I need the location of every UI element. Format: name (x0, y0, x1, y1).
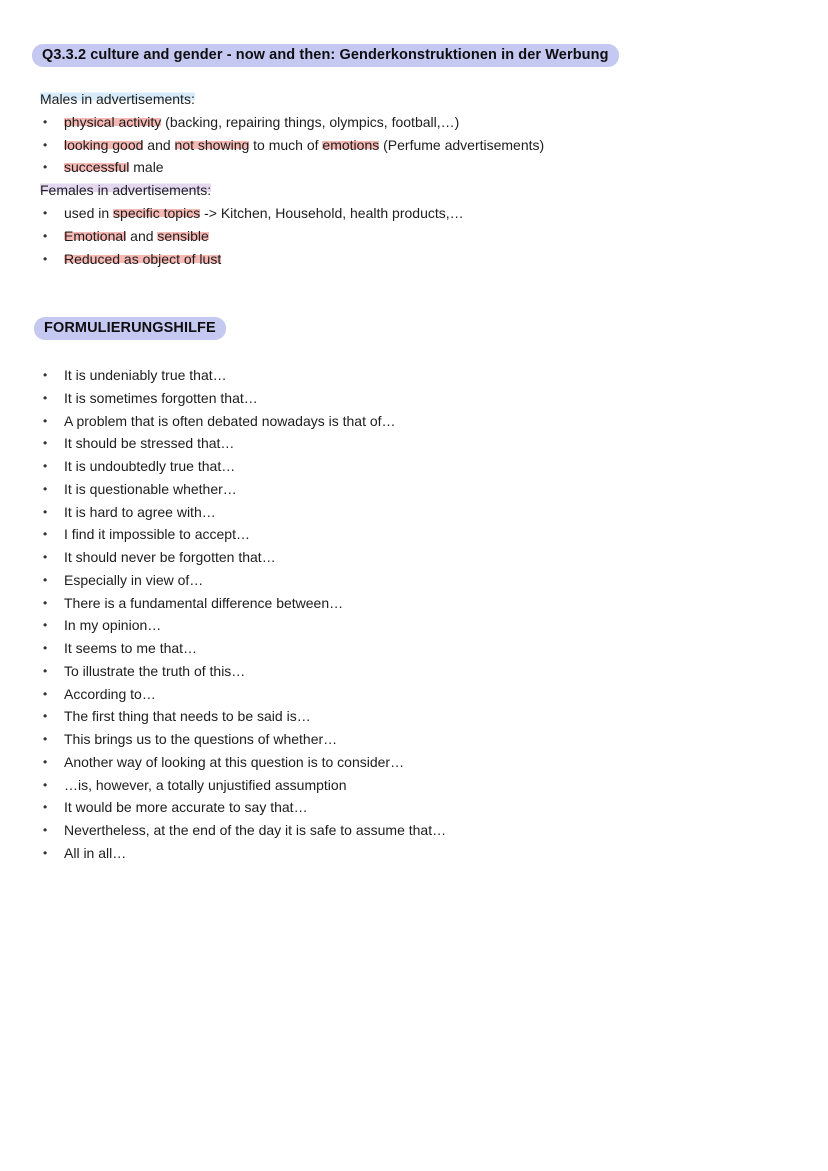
formulierungshilfe-heading: FORMULIERUNGSHILFE (34, 317, 226, 340)
bullet-item (40, 202, 544, 225)
marked-text-segment: physical activity (64, 113, 162, 130)
list-item: • It is hard to agree with… (40, 501, 446, 524)
text-segment: and (143, 136, 175, 153)
bullet-item (40, 248, 544, 271)
list-item: • A problem that is often debated nowadays is that of… (40, 410, 446, 433)
males-heading-text: Males in advertisements: (40, 91, 195, 107)
marked-text-segment: sensible (157, 227, 209, 244)
advertisements-notes-section (40, 88, 544, 270)
text-segment: -> Kitchen, Household, health products,… (200, 204, 464, 221)
list-item: • It is sometimes forgotten that… (40, 387, 446, 410)
marked-text-segment: not showing (174, 136, 250, 153)
list-item: • It should never be forgotten that… (40, 546, 446, 569)
list-item: • …is, however, a totally unjustified assumption (40, 774, 446, 797)
marked-text-segment: Reduced as object of lust (64, 250, 222, 267)
formulierungshilfe-highlight (34, 317, 226, 340)
text-segment: to much of (249, 136, 323, 153)
bullet-item (40, 156, 544, 179)
list-item: • According to… (40, 683, 446, 706)
text-segment: (backing, repairing things, olympics, football,…) (161, 113, 460, 130)
bullet-item (40, 111, 544, 134)
formulierungshilfe-list (40, 364, 446, 865)
marked-text-segment: emotions (322, 136, 380, 153)
bullet-item (40, 225, 544, 248)
list-item: • Another way of looking at this question is to consider… (40, 751, 446, 774)
marked-text-segment: looking good (64, 136, 144, 153)
bullet-item (40, 134, 544, 157)
page-title: Q3.3.2 culture and gender - now and then: Genderkonstruktionen in der Werbung (32, 44, 619, 67)
list-item: • I find it impossible to accept… (40, 523, 446, 546)
list-item: • It is questionable whether… (40, 478, 446, 501)
text-segment: used in (64, 204, 114, 221)
list-item: • In my opinion… (40, 614, 446, 637)
marked-text-segment: successful (64, 159, 130, 176)
females-bullet-list (40, 202, 544, 270)
list-item: • Especially in view of… (40, 569, 446, 592)
list-item: • It is undoubtedly true that… (40, 455, 446, 478)
list-item: • It seems to me that… (40, 637, 446, 660)
list-item: • It would be more accurate to say that… (40, 796, 446, 819)
males-bullet-list (40, 111, 544, 179)
males-heading (40, 88, 544, 111)
list-item: • It should be stressed that… (40, 432, 446, 455)
marked-text-segment: specific topics (113, 204, 201, 221)
list-item: • This brings us to the questions of whether… (40, 728, 446, 751)
text-segment: (Perfume advertisements) (379, 136, 545, 153)
list-item: • All in all… (40, 842, 446, 865)
marked-text-segment: Emotional (64, 227, 127, 244)
list-item: • To illustrate the truth of this… (40, 660, 446, 683)
text-segment: male (129, 159, 164, 176)
females-heading (40, 179, 544, 202)
females-heading-text: Females in advertisements: (40, 182, 212, 199)
title-highlight (32, 44, 619, 67)
list-item: • Nevertheless, at the end of the day it is safe to assume that… (40, 819, 446, 842)
list-item: • It is undeniably true that… (40, 364, 446, 387)
list-item: • There is a fundamental difference between… (40, 592, 446, 615)
list-item: • The first thing that needs to be said is… (40, 705, 446, 728)
text-segment: and (126, 227, 158, 244)
